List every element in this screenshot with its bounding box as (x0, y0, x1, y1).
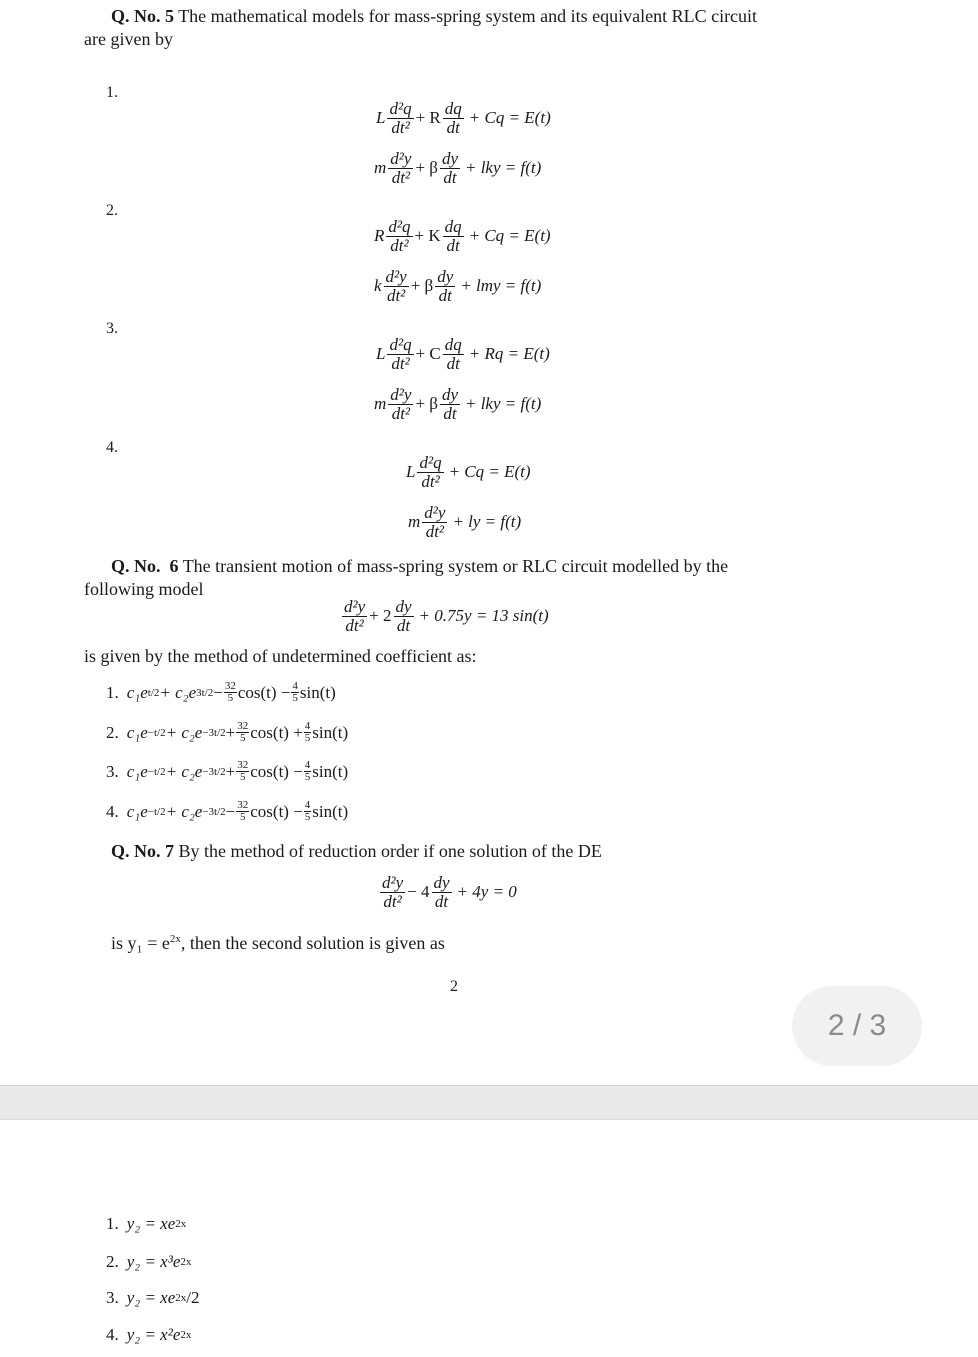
page-separator (0, 1085, 978, 1120)
q5-heading: Q. No. 5 The mathematical models for mass-spring system and its equivalent RLC circuit (111, 6, 758, 26)
q5-opt4-eq1: L $\frac{\text{d²q}}{\text{dt²}}$ + Cq = E(t) (406, 453, 531, 491)
q6-option-2: 2. c₁e −t/2 + c₂e −3t/2 + $\frac{32}{5}$ cos(t) + $\frac{4}{5}$ sin(t) (106, 720, 349, 744)
page-indicator[interactable]: 2 / 3 (792, 986, 922, 1066)
q5-heading-cont: are given by (84, 29, 173, 49)
q5-option-number: 2. (106, 202, 118, 219)
q6-heading: Q. No. 6 The transient motion of mass-spring system or RLC circuit modelled by the (111, 556, 729, 576)
q6-text-after: is given by the method of undetermined coefficient as: (84, 646, 477, 666)
q7-option-4: 4. y₂ = x²e 2x (106, 1325, 192, 1344)
page-number: 2 (450, 978, 458, 995)
q6-option-3: 3. c₁e −t/2 + c₂e −3t/2 + $\frac{32}{5}$ cos(t) − $\frac{4}{5}$ sin(t) (106, 759, 349, 783)
q6-equation: $\frac{\text{d²y}}{\text{dt²}}$ + 2 $\frac{dy}{dt}$ + 0.75y = 13 sin(t) (344, 597, 549, 635)
q6-option-4: 4. c₁e −t/2 + c₂e −3t/2 − $\frac{32}{5}$ cos(t) − $\frac{4}{5}$ sin(t) (106, 799, 349, 823)
q7-heading: Q. No. 7 By the method of reduction order if one solution of the DE (111, 841, 602, 861)
q6-option-1: 1. c₁e t/2 + c₂e 3t/2 − $\frac{32}{5}$ cos(t) − $\frac{4}{5}$ sin(t) (106, 680, 336, 704)
document-page-3 (0, 1120, 978, 1357)
q5-option-number: 1. (106, 84, 118, 101)
q5-opt1-eq1: L $\frac{\text{d²q}}{\text{dt²}}$ + R $\frac{dq}{dt}$ + Cq = E(t) (376, 99, 551, 137)
q5-opt1-eq2: m $\frac{\text{d²y}}{\text{dt²}}$ + β $\frac{dy}{dt}$ + lky = f(t) (374, 149, 542, 187)
q5-opt2-eq2: k $\frac{\text{d²y}}{\text{dt²}}$ + β $\frac{dy}{dt}$ + lmy = f(t) (374, 267, 542, 305)
q6-heading-cont: following model (84, 579, 204, 599)
q5-opt3-eq1: L $\frac{\text{d²q}}{\text{dt²}}$ + C $\frac{dq}{dt}$ + Rq = E(t) (376, 335, 550, 373)
q7-equation: $\frac{\text{d²y}}{\text{dt²}}$ − 4 $\frac{dy}{dt}$ + 4y = 0 (382, 873, 517, 911)
q7-option-2: 2. y₂ = x³e 2x (106, 1252, 192, 1271)
q5-option-number: 3. (106, 320, 118, 337)
q7-option-3: 3. y₂ = xe 2x /2 (106, 1288, 200, 1307)
q5-opt4-eq2: m $\frac{\text{d²y}}{\text{dt²}}$ + ly = f(t) (408, 503, 522, 541)
q7-text-after: is $y_1 = e^{2x}$, then the second solution is given as (111, 933, 445, 953)
q5-opt3-eq2: m $\frac{\text{d²y}}{\text{dt²}}$ + β $\frac{dy}{dt}$ + lky = f(t) (374, 385, 542, 423)
q5-option-number: 4. (106, 439, 118, 456)
q7-option-1: 1. y₂ = xe 2x (106, 1214, 187, 1233)
q5-opt2-eq1: R $\frac{\text{d²q}}{\text{dt²}}$ + K $\frac{dq}{dt}$ + Cq = E(t) (374, 217, 551, 255)
